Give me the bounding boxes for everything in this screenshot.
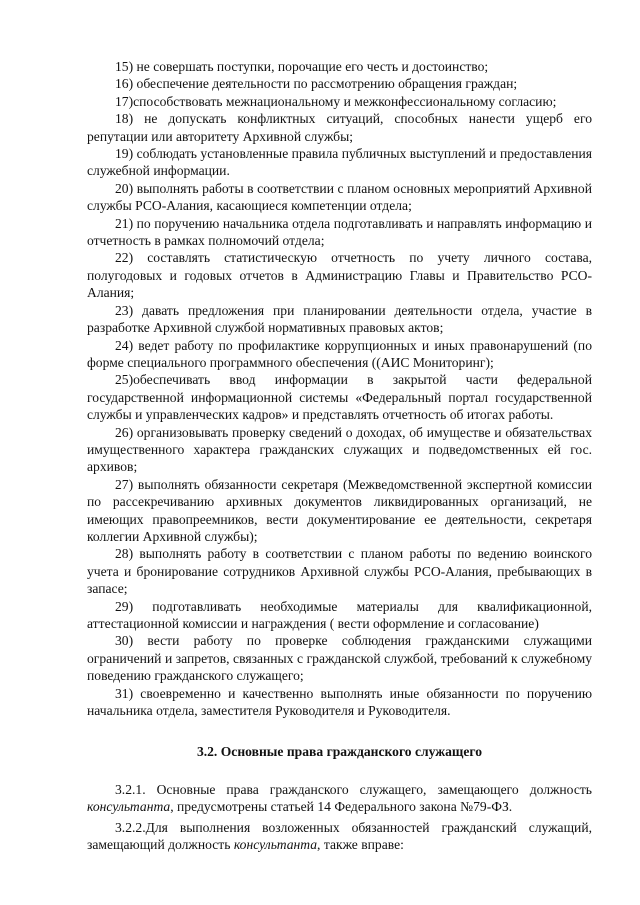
duty-29: 29) подготавливать необходимые материалы для квалификационной, аттестационной комиссии и награждения ( вести оформление и согласование): [87, 598, 592, 631]
position-title-italic: консультанта: [233, 837, 318, 853]
duty-15: 15) не совершать поступки, порочащие его честь и достоинство;: [115, 59, 489, 74]
paragraph-3-2-1-text-end: , предусмотрены статьей 14 Федерального закона №79-ФЗ.: [170, 799, 513, 815]
paragraph-3-2-2-text-end: , также вправе:: [317, 837, 404, 853]
duty-20: 20) выполнять работы в соответствии с планом основных мероприятий Архивной службы РСО-Алания, касающиеся компетенции отдела;: [87, 180, 592, 214]
duty-24: 24) ведет работу по профилактике коррупционных и иных правонарушений (по форме специального программного обеспечения ((АИС Мониторинг);: [87, 337, 592, 370]
duty-22: 22) составлять статистическую отчетность по учету личного состава, полугодовых и годовых отчетов в Администрацию Главы и Правительство РСО-Алания;: [87, 250, 592, 301]
duty-26: 26) организовывать проверку сведений о доходах, об имуществе и обязательствах имущественного характера гражданских служащих и подведомственных ей гос. архивов;: [87, 424, 592, 475]
paragraph-3-2-2-text-start: 3.2.2.Для выполнения возложенных обязанностей гражданский служащий, замещающий должность: [87, 819, 592, 853]
duty-18: 18) не допускать конфликтных ситуаций, способных нанести ущерб его репутации или авторитету Архивной службы;: [87, 111, 592, 144]
duty-30: 30) вести работу по проверке соблюдения гражданскими служащими ограничений и запретов, связанных с гражданской службой, требований к служебному поведению гражданского служащего;: [87, 633, 592, 684]
section-heading: 3.2. Основные права гражданского служащего: [196, 744, 483, 760]
duty-25: 25)обеспечивать ввод информации в закрытой части федеральной государственной информационной системы «Федеральный портал государственной службы и управленческих кадров» и представлять отчетность об итогах работы.: [87, 372, 592, 423]
paragraph-3-2-2: [87, 819, 592, 854]
duty-28: 28) выполнять работу в соответствии с планом работы по ведению воинского учета и бронирование сотрудников Архивной службы РСО-Алания, пребывающих в запасе;: [87, 546, 592, 597]
paragraph-3-2-1: [87, 781, 592, 816]
document-body: [87, 58, 592, 853]
duty-27: 27) выполнять обязанности секретаря (Межведомственной экспертной комиссии по рассекречиванию архивных документов ликвидированных организаций, не имеющих правопреемников, вести документирование ее деятельности, секретаря коллегии Архивной службы);: [87, 476, 592, 544]
paragraph-3-2-1-text-start: 3.2.1. Основные права гражданского служащего, замещающего должность: [115, 781, 592, 797]
duty-19: 19) соблюдать установленные правила публичных выступлений и предоставления служебной информации.: [87, 146, 592, 179]
duty-21: 21) по поручению начальника отдела подготавливать и направлять информацию и отчетность в рамках полномочий отдела;: [87, 215, 592, 249]
duty-23: 23) давать предложения при планировании деятельности отдела, участие в разработке Архивной службой нормативных правовых актов;: [87, 302, 592, 336]
duty-31: 31) своевременно и качественно выполнять иные обязанности по поручению начальника отдела, заместителя Руководителя и Руководителя.: [87, 685, 592, 719]
duty-17: 17)способствовать межнациональному и межконфессиональному согласию;: [115, 93, 557, 109]
duty-16: 16) обеспечение деятельности по рассмотрению обращения граждан;: [115, 76, 518, 92]
position-title-italic: консультанта: [87, 799, 171, 815]
